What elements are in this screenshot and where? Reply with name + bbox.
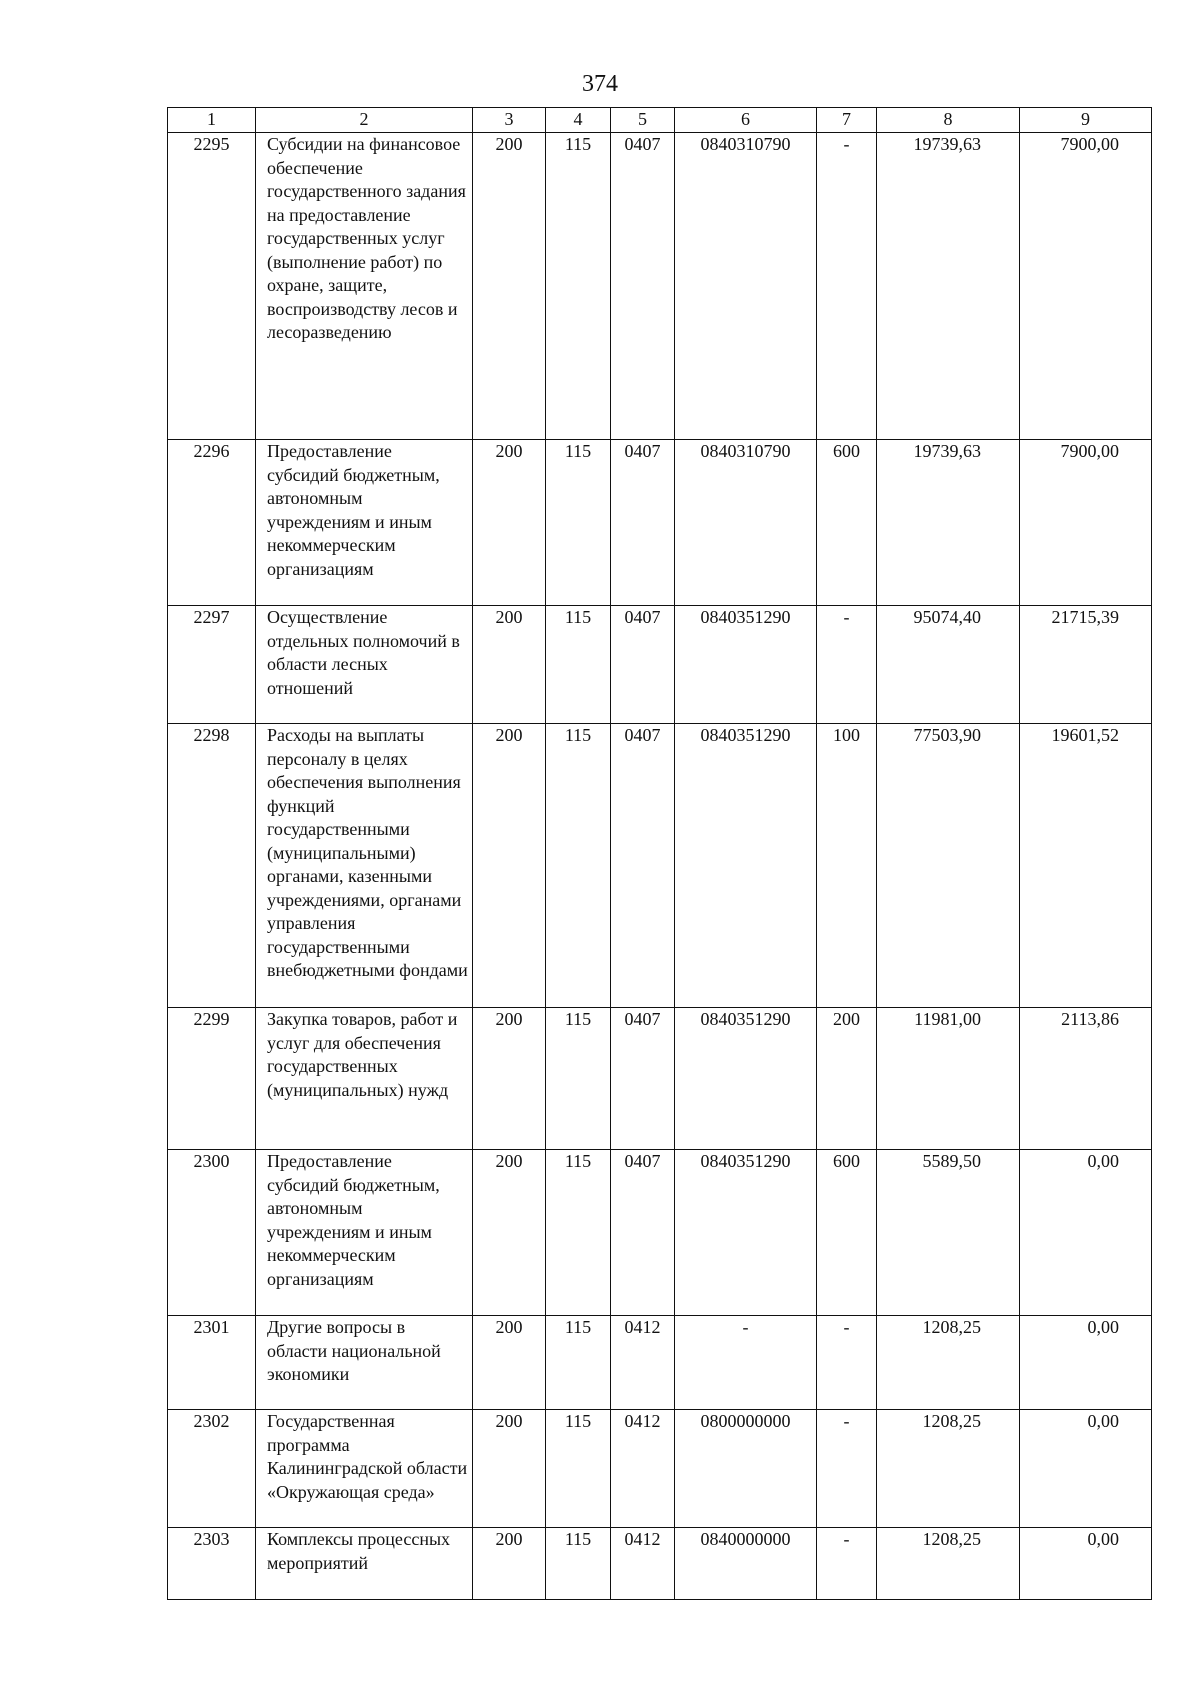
cell-col8: 5589,50 <box>877 1150 1020 1316</box>
row-id: 2302 <box>168 1410 256 1528</box>
cell-col7: - <box>817 1410 877 1528</box>
cell-col5: 0407 <box>611 724 675 1008</box>
cell-col4: 115 <box>546 724 611 1008</box>
table-row <box>168 1528 1152 1600</box>
row-name: Комплексы процессных мероприятий <box>256 1528 473 1600</box>
cell-col9: 0,00 <box>1020 1150 1152 1316</box>
cell-col5: 0412 <box>611 1528 675 1600</box>
cell-col6: 0840351290 <box>675 724 817 1008</box>
cell-col8: 19739,63 <box>877 440 1020 606</box>
cell-col3: 200 <box>473 1150 546 1316</box>
table-row <box>168 606 1152 724</box>
cell-col5: 0407 <box>611 1150 675 1316</box>
header-cell: 5 <box>611 108 675 133</box>
cell-col3: 200 <box>473 1316 546 1410</box>
cell-col7: 100 <box>817 724 877 1008</box>
cell-col9: 0,00 <box>1020 1316 1152 1410</box>
cell-col4: 115 <box>546 440 611 606</box>
cell-col8: 1208,25 <box>877 1410 1020 1528</box>
table-header-row <box>168 108 1152 133</box>
cell-col8: 95074,40 <box>877 606 1020 724</box>
cell-col7: - <box>817 1528 877 1600</box>
cell-col8: 1208,25 <box>877 1528 1020 1600</box>
row-name: Предоставление субсидий бюджетным, автономным учреждениям и иным некоммерческим организациям <box>256 440 473 606</box>
cell-col9: 0,00 <box>1020 1410 1152 1528</box>
cell-col5: 0407 <box>611 1008 675 1150</box>
budget-table <box>167 107 1152 1600</box>
cell-col7: - <box>817 133 877 440</box>
row-name: Закупка товаров, работ и услуг для обеспечения государственных (муниципальных) нужд <box>256 1008 473 1150</box>
cell-col5: 0407 <box>611 440 675 606</box>
header-cell: 3 <box>473 108 546 133</box>
row-id: 2300 <box>168 1150 256 1316</box>
cell-col4: 115 <box>546 1528 611 1600</box>
row-name: Другие вопросы в области национальной экономики <box>256 1316 473 1410</box>
cell-col3: 200 <box>473 440 546 606</box>
cell-col4: 115 <box>546 1008 611 1150</box>
cell-col5: 0412 <box>611 1316 675 1410</box>
cell-col9: 19601,52 <box>1020 724 1152 1008</box>
header-cell: 4 <box>546 108 611 133</box>
cell-col5: 0407 <box>611 606 675 724</box>
cell-col3: 200 <box>473 1528 546 1600</box>
cell-col6: 0840000000 <box>675 1528 817 1600</box>
cell-col8: 19739,63 <box>877 133 1020 440</box>
row-id: 2301 <box>168 1316 256 1410</box>
table-row <box>168 440 1152 606</box>
table-row <box>168 133 1152 440</box>
cell-col6: 0840310790 <box>675 133 817 440</box>
cell-col5: 0407 <box>611 133 675 440</box>
cell-col8: 11981,00 <box>877 1008 1020 1150</box>
cell-col4: 115 <box>546 133 611 440</box>
header-cell: 7 <box>817 108 877 133</box>
header-cell: 8 <box>877 108 1020 133</box>
cell-col9: 7900,00 <box>1020 440 1152 606</box>
header-cell: 9 <box>1020 108 1152 133</box>
cell-col7: 600 <box>817 1150 877 1316</box>
cell-col9: 2113,86 <box>1020 1008 1152 1150</box>
cell-col8: 1208,25 <box>877 1316 1020 1410</box>
cell-col7: - <box>817 1316 877 1410</box>
row-name: Осуществление отдельных полномочий в области лесных отношений <box>256 606 473 724</box>
header-cell: 6 <box>675 108 817 133</box>
table-row <box>168 1410 1152 1528</box>
cell-col5: 0412 <box>611 1410 675 1528</box>
row-id: 2297 <box>168 606 256 724</box>
cell-col6: 0840351290 <box>675 1150 817 1316</box>
row-name: Субсидии на финансовое обеспечение государственного задания на предоставление государственных услуг (выполнение работ) по охране, защите, воспроизводству лесов и лесоразведению <box>256 133 473 440</box>
cell-col4: 115 <box>546 1316 611 1410</box>
cell-col3: 200 <box>473 1008 546 1150</box>
cell-col9: 0,00 <box>1020 1528 1152 1600</box>
cell-col9: 21715,39 <box>1020 606 1152 724</box>
page-number: 374 <box>582 71 618 97</box>
row-id: 2295 <box>168 133 256 440</box>
table-row <box>168 1008 1152 1150</box>
row-name: Предоставление субсидий бюджетным, автономным учреждениям и иным некоммерческим организациям <box>256 1150 473 1316</box>
header-cell: 2 <box>256 108 473 133</box>
cell-col3: 200 <box>473 724 546 1008</box>
table-row <box>168 724 1152 1008</box>
row-id: 2303 <box>168 1528 256 1600</box>
cell-col8: 77503,90 <box>877 724 1020 1008</box>
cell-col6: 0800000000 <box>675 1410 817 1528</box>
cell-col4: 115 <box>546 1150 611 1316</box>
cell-col7: 600 <box>817 440 877 606</box>
cell-col6: 0840351290 <box>675 606 817 724</box>
cell-col4: 115 <box>546 1410 611 1528</box>
header-cell: 1 <box>168 108 256 133</box>
row-id: 2298 <box>168 724 256 1008</box>
cell-col7: - <box>817 606 877 724</box>
table-row <box>168 1316 1152 1410</box>
cell-col4: 115 <box>546 606 611 724</box>
cell-col7: 200 <box>817 1008 877 1150</box>
cell-col9: 7900,00 <box>1020 133 1152 440</box>
row-id: 2296 <box>168 440 256 606</box>
table-row <box>168 1150 1152 1316</box>
cell-col3: 200 <box>473 133 546 440</box>
row-name: Расходы на выплаты персоналу в целях обеспечения выполнения функций государственными (муниципальными) органами, казенными учреждениями, органами управления государственными внебюджетными фондами <box>256 724 473 1008</box>
cell-col3: 200 <box>473 1410 546 1528</box>
row-id: 2299 <box>168 1008 256 1150</box>
cell-col3: 200 <box>473 606 546 724</box>
cell-col6: 0840351290 <box>675 1008 817 1150</box>
cell-col6: 0840310790 <box>675 440 817 606</box>
cell-col6: - <box>675 1316 817 1410</box>
row-name: Государственная программа Калининградской области «Окружающая среда» <box>256 1410 473 1528</box>
